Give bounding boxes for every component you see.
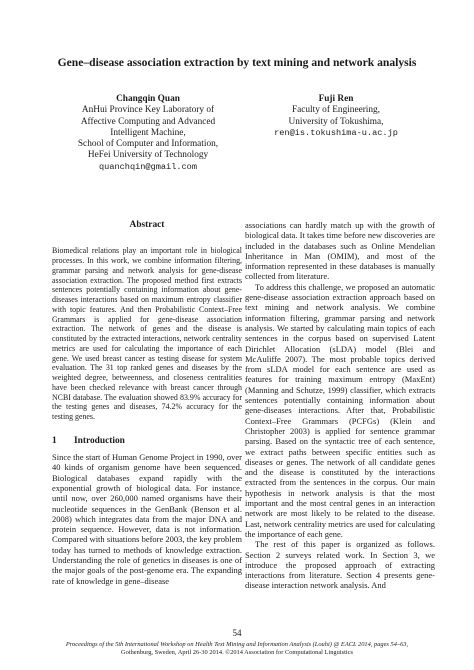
intro-paragraph: The rest of this paper is organized as follows. Section 2 surveys related work. In Section 3, we introduce the proposed approach of extracting interactions from literature. Section 4 presents gene-disease interaction network analysis. And [245, 539, 435, 591]
footer [40, 641, 434, 657]
author-affiliation-line: University of Tokushima, [288, 116, 384, 127]
author-name: Fuji Ren [318, 94, 354, 104]
author-affiliation-line: School of Computer and Information, [77, 139, 219, 150]
author-block [54, 94, 242, 173]
intro-paragraph: To address this challenge, we proposed an automatic gene-disease association extraction approach based on text mining and network analysis. We combine information filtering, grammar parsing and network analysis. We started by calculating main topics of each sentences in the corpus based on supervised Latent Dirichlet Allocation (sLDA) model (Blei and McAuliffe 2007). The most probable topics derived from sLDA model for each sentence are used as features for training maximum entropy (MaxEnt) (Manning and Schutze, 1999) classifier, which extracts sentences potentially containing information about gene-diseases interactions. After that, Probabilistic Context–Free Grammars (PCFGs) (Klein and Christopher 2003) is applied for sentence grammar parsing. Based on the syntactic tree of each sentence, we extract paths between specific entities such as diseases or genes. The network of all candidate genes and the disease is constituted by the interactions extracted from the sentences in the corpus. Our main hypothesis in network analysis is that the most important and the most central genes in an interaction network are most likely to be related to the disease. Last, network centrality metrics are used for calculating the importance of each gene. [245, 281, 435, 539]
section-number: 1 [52, 435, 57, 446]
abstract-text: Biomedical relations play an important role in biological processes. In this work, we combine information filtering, grammar parsing and network analysis for gene-disease association extraction. The proposed method first extracts sentences potentially containing information about gene-diseases interactions based on maximum entropy classifier with topic features. And then Probabilistic Context–Free Grammars is applied for gene-disease association extraction. The network of genes and the disease is constituted by the extracted interactions, network centrality metrics are used for calculating the importance of each gene. We used breast cancer as testing disease for system evaluation. The 31 top ranked genes and diseases by the weighted degree, betweenness, and closeness centralities have been checked relevance with breast cancer through NCBI database. The evaluation showed 83.9% accuracy for the testing genes and diseases, 74.2% accuracy for the testing genes. [52, 246, 242, 422]
intro-paragraph: associations can hardly match up with the growth of biological data. It takes time before new discoveries are included in the databases such as Online Mendelian Inheritance in Man (OMIM), and most of the information represented in these databases is manually collected from literature. [245, 220, 435, 282]
author-affiliation-line: Affective Computing and Advanced [80, 116, 216, 127]
author-affiliation-line: Intelligent Machine, [110, 127, 186, 138]
left-column [52, 220, 242, 586]
section-title: Introduction [74, 435, 125, 446]
intro-paragraph: Since the start of Human Genome Project in 1990, over 40 kinds of organism genome have been sequenced. Biological databases expand rapidly with the exponential growth of biological data. For instance, until now, over 260,000 named organisms have their nucleotide sequences in the GenBank (Benson et al. 2008) which integrates data from the major DNA and protein sequence. However, data is not information. Compared with situations before 2003, the key problem today has turned to methods of knowledge extraction. Understanding the role of genetics in diseases is one of the major goals of the post-genome era. The expanding rate of knowledge in gene–disease [52, 452, 242, 586]
author-name: Changqin Quan [116, 94, 180, 104]
footer-line: Proceedings of the 5th International Workshop on Health Text Mining and Information Analysis (Louhi) @ EACL 2014, pages 54–63, [65, 641, 409, 648]
author-email[interactable]: quanchqin@gmail.com [99, 161, 197, 172]
page-number: 54 [232, 628, 242, 638]
section-heading [52, 436, 242, 446]
abstract-heading: Abstract [129, 220, 165, 230]
author-affiliation-line: HeFei University of Technology [87, 150, 209, 161]
author-affiliation-line: Faculty of Engineering, [291, 105, 381, 116]
author-block [242, 94, 430, 139]
right-column [245, 220, 435, 591]
author-affiliation-line: AnHui Province Key Laboratory of [81, 105, 215, 116]
footer-line: Gothenburg, Sweden, April 26-30 2014. ©2014 Association for Computational Linguistics [121, 649, 353, 657]
author-email[interactable]: ren@is.tokushima-u.ac.jp [274, 127, 398, 138]
paper-title: Gene–disease association extraction by text mining and network analysis [57, 56, 417, 69]
